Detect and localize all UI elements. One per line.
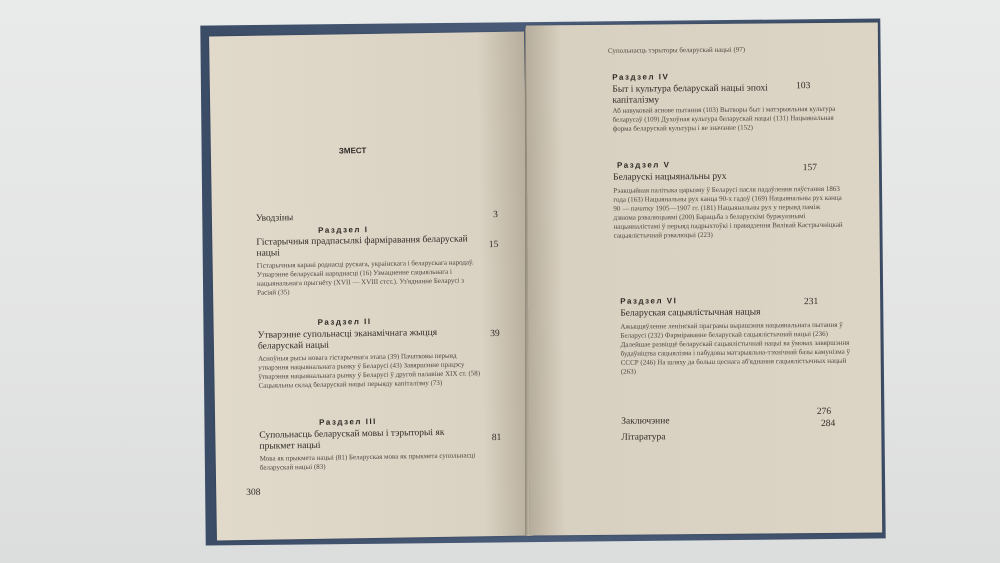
right-page (526, 22, 882, 535)
section-title: Утварэнне супольнасці эканамічнага жыцця беларускай нацыі (257, 327, 438, 352)
section-title: Беларуская сацыялістычная нацыя (620, 307, 761, 319)
toc-literature-title: Літаратура (621, 432, 666, 443)
section-label: Раздзел VI (620, 296, 678, 306)
left-page (209, 32, 532, 541)
section-title: Быт і культура беларускай нацыі эпохі капіталізму (612, 83, 768, 106)
toc-conclusion-page: 276 (816, 406, 832, 418)
section-title: Гістарычныя прадпасылкі фарміравання беларускай нацыі (256, 234, 468, 259)
toc-literature-page: 284 (820, 418, 836, 429)
toc-conclusion-title: Заключэнне (621, 416, 670, 427)
toc-intro-title: Уводзіны (255, 213, 294, 224)
section-subsections: Асноўныя рысы новага гістарычнага этапа (39) Пачатковы перыяд утварэння нацыянальнага рынку ў Беларусі (43) Завяршэнне працэсу ўтварэння нацыянальнага рынку ў Беларусі ў другой палавіне XIX ст. (58) Сацыяльны склад беларускай нацыі перыяду капіталізму (73) (258, 351, 481, 390)
section-page: 103 (796, 81, 811, 92)
section-subsections: Гістарычныя карані роднасці рускага, украінскага і беларускага народаў. Утварэнне беларускай народнасці (16) Узмацненне сацыяльнага і нацыянальнага прыгнёту (ХVІІ — ХVІІІ стст.). Уз'яднанне Беларусі з Расіяй (35) (256, 258, 474, 297)
section-page: 157 (802, 163, 818, 174)
top-note: Супольнасць тэрыторы беларускай нацыі (97) (607, 45, 746, 55)
section-label: Раздзел V (616, 160, 671, 170)
section-page: 15 (488, 239, 499, 251)
page-folio: 308 (246, 487, 261, 498)
section-page: 231 (803, 297, 819, 308)
section-title: Супольнасць беларускай мовы і тэрыторыі як прыкмет нацыі (259, 427, 445, 452)
section-subsections: Аб навуковай аснове пытання (103) Вытворы быт і матэрыяльная культура беларусаў (109) Духоўная культура беларускай нацыі (131) Нацыянальная форма беларускай культуры і яе значэнне (152) (612, 104, 836, 133)
section-title: Беларускі нацыянальны рух (613, 171, 727, 183)
section-page: 39 (490, 328, 500, 340)
contents-heading: ЗМЕСТ (338, 146, 367, 156)
section-label: Раздзел III (319, 416, 377, 427)
section-page: 81 (491, 432, 502, 444)
toc-intro-page: 3 (493, 209, 498, 221)
section-label: Раздзел IV (612, 72, 670, 82)
section-subsections: Рэакцыйная палітыка царызму ў Беларусі пасля падаўлення паўстання 1863 года (163) Нацыянальны рух канца 90-х гадоў (169) Нацыянальны рух канца 90 — пачатку 1905—1907 гг. (181) Нацыянальны рух у перыяд паміж дзвюма рэвалюцыямі (200) Барацьба з беларускімі буржуазнымі нацыяналістамі ў перыяд падрыхтоўкі і правядзення Вялікай Кастрычніцкай сацыялістычнай рэвалюцыі (223) (613, 184, 843, 240)
section-label: Раздзел I (318, 225, 369, 235)
section-subsections: Мова як прыкмета нацыі (81) Беларуская мова як прыкмета супольнасці беларускай нацыі (83) (259, 451, 476, 472)
section-label: Раздзел II (317, 316, 372, 327)
section-subsections: Ажыццяўленне ленінскай праграмы вырашэння нацыянальнага пытання ў Беларусі (232) Фарміраванне беларускай сацыялістычнай нацыі (236) Далейшае развіццё беларускай сацыялістычнай нацыі ва ўмовах завяршэння будаўніцтва сацыялізма і пабудовы матэрыяльна-тэхнічнай базы камунізма ў СССР (246) На шляху да больш цеснага аб'яднання сацыялістычных нацый (263) (620, 320, 850, 376)
